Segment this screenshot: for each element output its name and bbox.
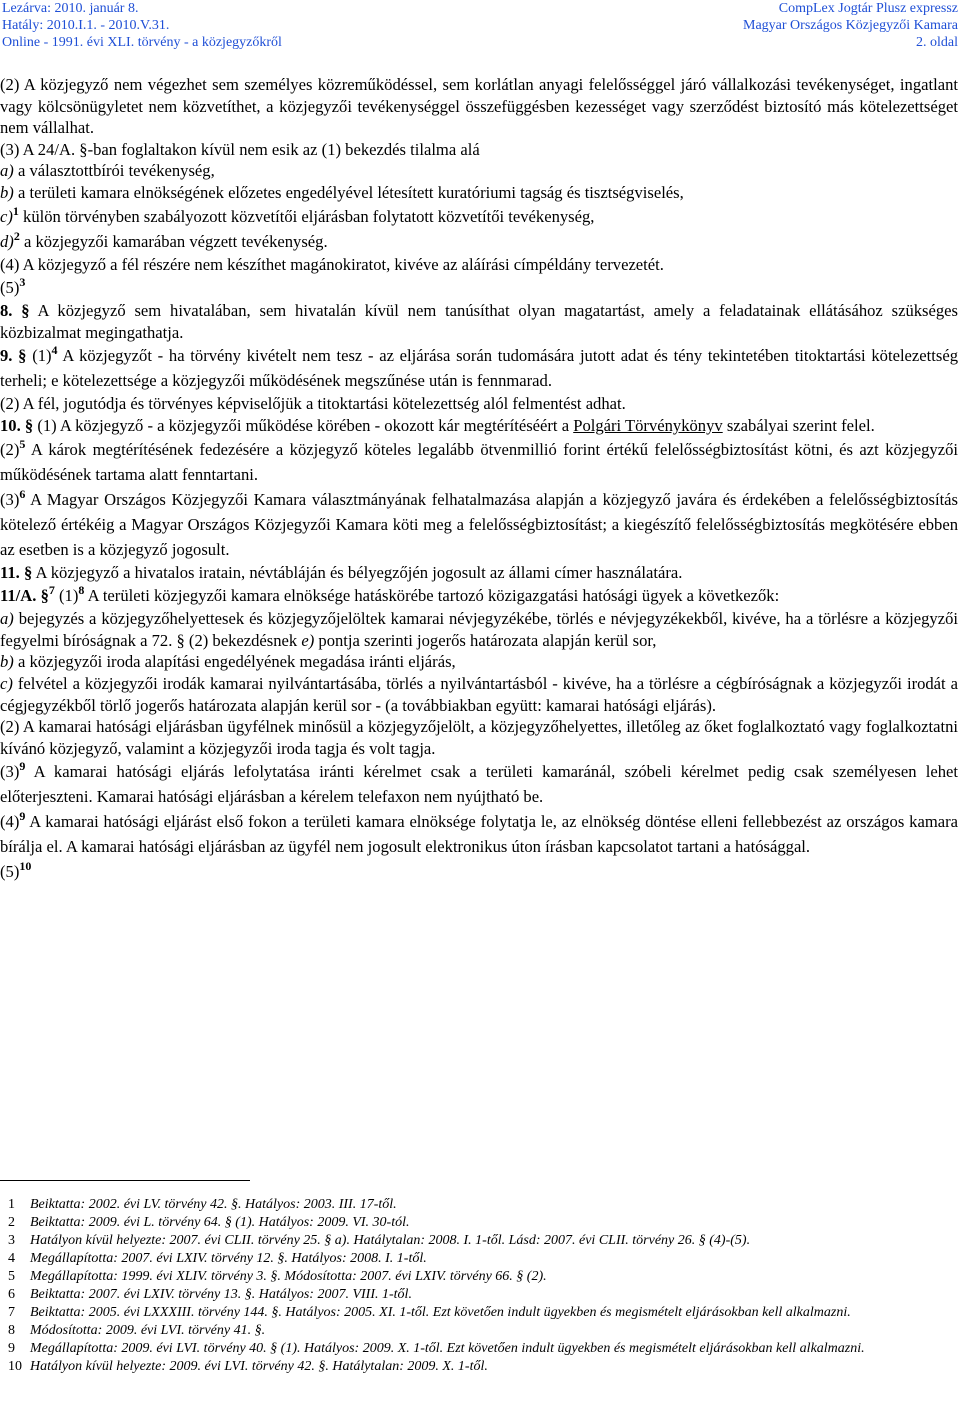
section-number: 10. § <box>0 415 34 435</box>
footnote: 2 Beiktatta: 2009. évi L. törvény 64. § (1). Hatályos: 2009. VI. 30-tól. <box>8 1215 410 1230</box>
paragraph: (4) A közjegyző a fél részére nem készíthet magánokiratot, kivéve az aláírási címpéldány tervezetét. <box>0 254 664 274</box>
footnote-ref[interactable]: 9 <box>19 759 26 774</box>
section: 11. § A közjegyző a hivatalos iratain, névtábláján és bélyegzőjén jogosult az állami címer használatára. <box>0 562 683 582</box>
civil-code-link[interactable]: Polgári Törvénykönyv <box>573 415 723 435</box>
section: 10. § (1) A közjegyző - a közjegyzői működése körében - okozott kár megtérítéséért a Polgári Törvénykönyv szabályai szerint felel. <box>0 415 875 435</box>
section-number: 11. § <box>0 562 33 582</box>
footnote: 9 Megállapította: 2009. évi LVI. törvény 40. § (1). Hatályos: 2009. X. 1-től. Ezt követően indult ügyekben és megismételt eljárásokban kell alkalmazni. <box>8 1341 865 1356</box>
footnote: 7 Beiktatta: 2005. évi LXXXIII. törvény 144. §. Hatályos: 2005. XI. 1-től. Ezt követően indult ügyekben és megismételt eljárásokban kell alkalmazni. <box>8 1305 851 1320</box>
header-left <box>2 0 282 51</box>
paragraph: (2) A közjegyző nem végezhet sem személyes közreműködéssel, sem korlátlan anyagi felelősséggel járó vállalkozási tevékenységet, ingatlant vagy kölcsönügyletet nem közvetíthet, a közjegyzői tevékenységgel összefüggésben kezességet vagy szerződést biztosító más kötelezettséget nem vállalhat. <box>0 75 958 138</box>
footnote: 10 Hatályon kívül helyezte: 2009. évi LVI. törvény 42. §. Hatálytalan: 2009. X. 1-től. <box>8 1359 488 1374</box>
footnote-ref[interactable]: 9 <box>19 809 26 824</box>
footnote-ref[interactable]: 1 <box>12 203 19 218</box>
list-item: a) a választottbírói tevékenység, <box>0 161 215 181</box>
footnote-ref[interactable]: 2 <box>13 228 20 243</box>
paragraph: $(4)^9$ A kamarai hatósági eljárást első fokon a területi kamara elnöksége folytatja le, az elnökség döntése elleni fellebbezést az országos kamara bírálja el. A kamarai hatósági eljárásban az ügyfél nem jogosult elektronikus úton írásban kapcsolatot tartani a hatósággal. <box>0 809 958 857</box>
footnote-ref[interactable]: 4 <box>51 343 58 358</box>
header-lock-date: Lezárva: 2010. január 8. <box>2 1 139 16</box>
section-number: 9. § <box>0 346 27 366</box>
footnote-ref[interactable]: 8 <box>78 583 85 598</box>
footnote-separator <box>0 1180 250 1181</box>
paragraph: $(3)^6$ A Magyar Országos Közjegyzői Kamara választmányának felhatalmazása alapján a közjegyző javára és érdekében a felelősségbiztosítás kötelező értékéig a Magyar Országos Közjegyzői Kamara köti meg a felelősségbiztosítást; a kiegészítő felelősségbiztosítás megkötésére ebben az esetben is a közjegyző jogosult. <box>0 486 958 559</box>
section: 9. § $(1)^4$ A közjegyzőt - ha törvény kivételt nem tesz - az eljárása során tudomására jutott adat és tény tekintetében titoktartási kötelezettség terheli; e kötelezettsége a közjegyzői működésének megszűnése után is fennmarad. <box>0 343 958 391</box>
paragraph: $(2)^5$ A károk megtérítésének fedezésére a közjegyző köteles legalább ötvenmillió forint értékű felelősségbiztosítást kötni, és azt közjegyzői működésének tartama alatt fenntartani. <box>0 436 958 484</box>
paragraph: $(5)^{10}$ <box>0 859 32 882</box>
paragraph: (2) A kamarai hatósági eljárásban ügyfélnek minősül a közjegyzőjelölt, a közjegyzőhelyettes, illetőleg az őket foglalkoztató vagy foglalkoztatni kívánó közjegyző, valamint a közjegyzői iroda tagja és volt tagja. <box>0 717 958 758</box>
header-product: CompLex Jogtár Plusz expressz <box>778 1 958 16</box>
footnote: 8 Módosította: 2009. évi LVI. törvény 41. §. <box>8 1323 266 1338</box>
footnote: 5 Megállapította: 1999. évi XLIV. törvény 3. §. Módosította: 2007. évi LXIV. törvény 66. § (2). <box>8 1269 547 1284</box>
footnote: 4 Megállapította: 2007. évi LXIV. törvény 12. §. Hatályos: 2008. I. 1-től. <box>8 1251 427 1266</box>
list-item: a) bejegyzés a közjegyzőhelyettesek és közjegyzőjelöltek kamarai névjegyzékébe, törlés e névjegyzékekből, kivéve, ha a törlésre a közjegyzői fegyelmi bíróságnak a 72. § (2) bekezdésnek e) pontja szerinti jogerős határozata alapján kerül sor, <box>0 609 958 650</box>
footnote: 1 Beiktatta: 2002. évi LV. törvény 42. §. Hatályos: 2003. III. 17-től. <box>8 1197 397 1212</box>
list-item: c)$^1$ külön törvényben szabályozott közvetítői eljárásban folytatott közvetítői tevékenység, <box>0 203 595 226</box>
paragraph: $(3)^9$ A kamarai hatósági eljárás lefolytatása iránti kérelmet csak a területi kamaránál, szóbeli kérelmet pedig csak személyesen lehet előterjeszteni. Kamarai hatósági eljárásban a kérelem telefaxon nem nyújtható be. <box>0 759 958 807</box>
section-number: 8. § <box>0 301 30 321</box>
header-publisher: Magyar Országos Közjegyzői Kamara <box>743 18 958 33</box>
footnote: 6 Beiktatta: 2007. évi LXIV. törvény 13. §. Hatályos: 2007. VIII. 1-től. <box>8 1287 412 1302</box>
header-law-title: Online - 1991. évi XLI. törvény - a közjegyzőkről <box>2 35 282 50</box>
list-item: d)$^2$ a közjegyzői kamarában végzett tevékenység. <box>0 228 328 251</box>
footnote: 3 Hatályon kívül helyezte: 2007. évi CLII. törvény 25. § a). Hatálytalan: 2008. I. 1-től. Lásd: 2007. évi CLII. törvény 26. § (4)-(5). <box>8 1233 751 1248</box>
section: 8. § A közjegyző sem hivatalában, sem hivatalán kívül nem tanúsíthat olyan magatartást, amely a feladatainak ellátásához szükséges közbizalmat megingathatja. <box>0 301 958 342</box>
footnote-ref[interactable]: 6 <box>19 486 26 501</box>
list-item: b) a területi kamara elnökségének előzetes engedélyével létesített kuratóriumi tagság és tisztségviselés, <box>0 182 684 202</box>
list-item: c) felvétel a közjegyzői irodák kamarai nyilvántartásába, törlés a nyilvántartásból - kivéve, ha a törlésre a cégbíróságnak a közjegyzői irodát a cégjegyzékből törlő jogerős határozata alapján kerül sor - (a továbbiakban együtt: kamarai hatósági eljárás). <box>0 673 958 715</box>
document-body <box>0 74 958 884</box>
section: 11/A. §$^7$ $(1)^8$ A területi közjegyzői kamara elnöksége hatáskörébe tartozó közigazgatási hatósági ügyek a következők: <box>0 583 780 606</box>
footnote-ref[interactable]: 3 <box>19 275 26 290</box>
page-header <box>0 0 960 50</box>
header-right <box>743 0 958 51</box>
paragraph: (3) A 24/A. §-ban foglaltakon kívül nem esik az (1) bekezdés tilalma alá <box>0 139 480 159</box>
paragraph: (2) A fél, jogutódja és törvényes képviselőjük a titoktartási kötelezettség alól felmentést adhat. <box>0 394 626 414</box>
section-number: 11/A. § <box>0 586 49 606</box>
list-item: b) a közjegyzői iroda alapítási engedélyének megadása iránti eljárás, <box>0 652 456 672</box>
header-page-number: 2. oldal <box>916 35 958 50</box>
footnote-ref[interactable]: 5 <box>19 436 26 451</box>
header-validity: Hatály: 2010.I.1. - 2010.V.31. <box>2 18 170 33</box>
footnote-ref[interactable]: 10 <box>19 859 32 874</box>
paragraph: $(5)^3$ <box>0 275 26 298</box>
footnote-ref[interactable]: 7 <box>48 583 55 598</box>
footnotes <box>0 1196 958 1376</box>
